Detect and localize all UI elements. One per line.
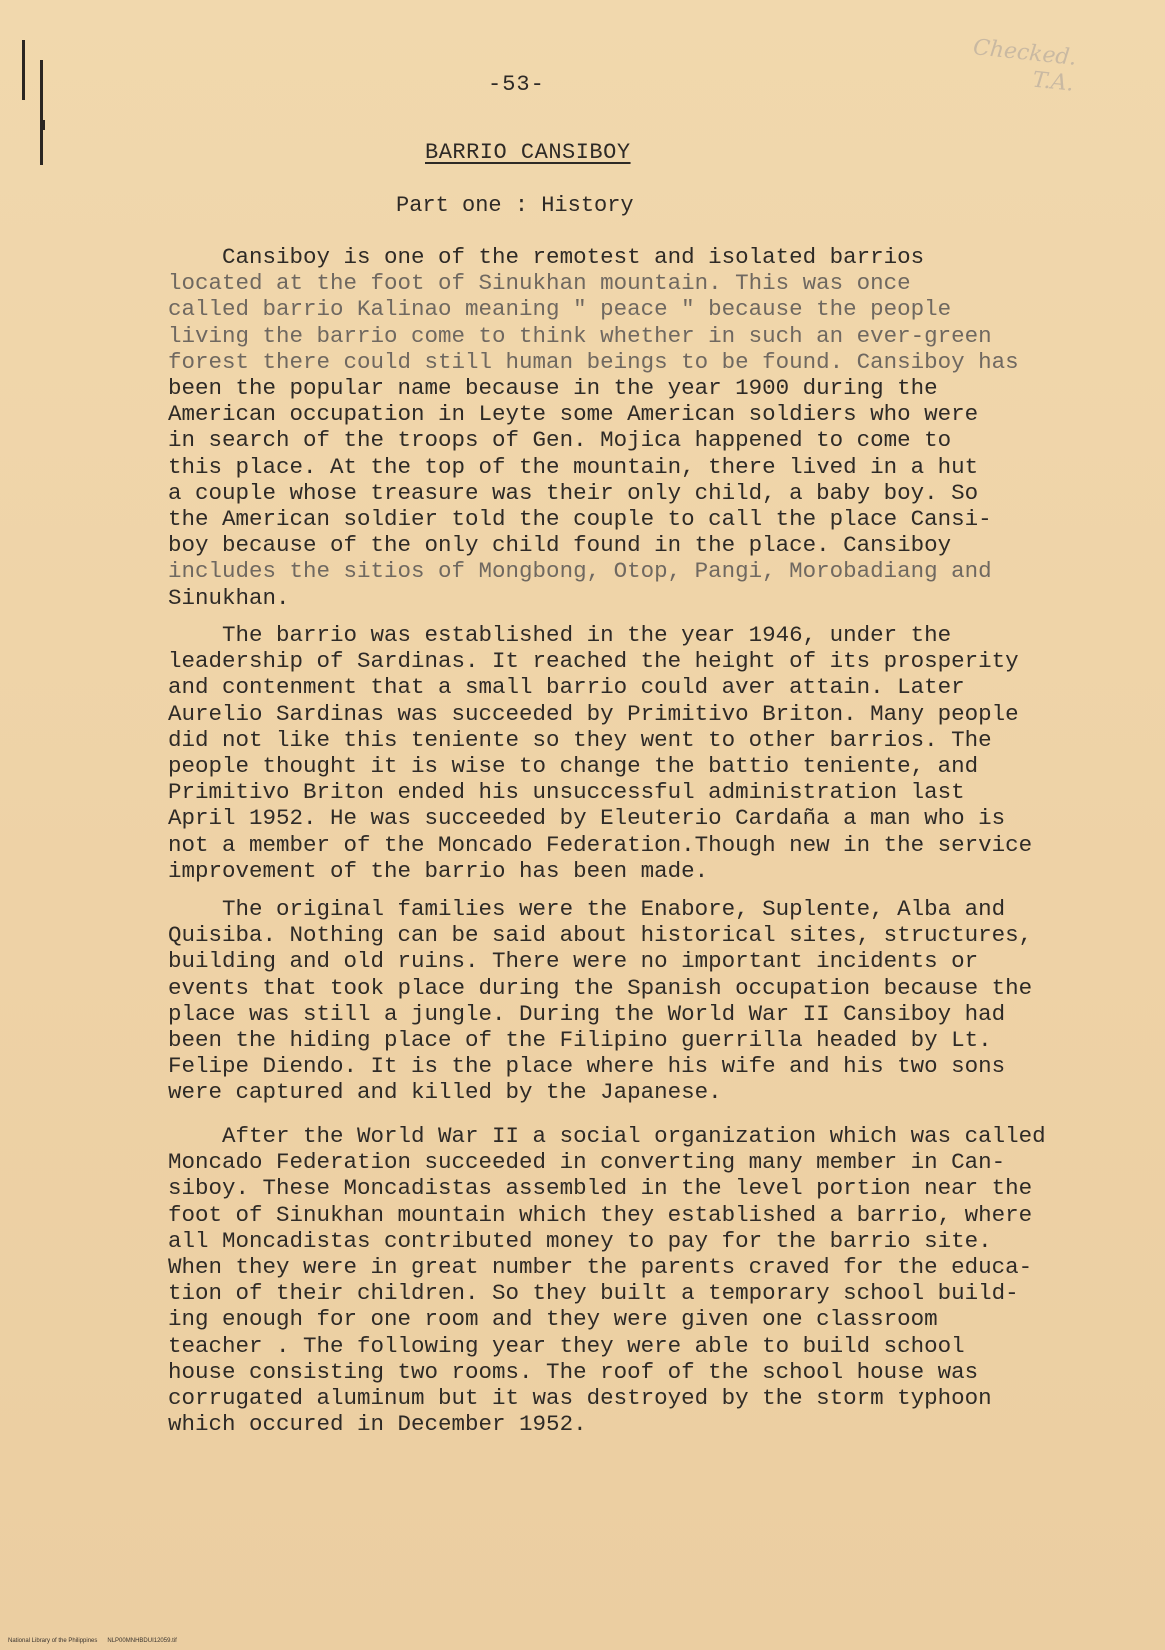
section-subtitle: Part one : History (396, 193, 634, 218)
text-line: After the World War II a social organization which was called (168, 1123, 1046, 1149)
text-line: April 1952. He was succeeded by Eleuterio Cardaña a man who is (168, 805, 1006, 832)
text-line: been the popular name because in the year 1900 during the (168, 375, 938, 402)
text-line: place was still a jungle. During the World War II Cansiboy had (168, 1000, 1006, 1027)
text-line: not a member of the Moncado Federation.Though new in the service (168, 831, 1033, 858)
text-line: all Moncadistas contributed money to pay for the barrio site. (168, 1227, 992, 1254)
text-line: called barrio Kalinao meaning " peace " because the people (168, 296, 952, 323)
text-line: Aurelio Sardinas was succeeded by Primitivo Briton. Many people (168, 700, 1019, 727)
paragraph-1 (168, 244, 1118, 611)
text-line: a couple whose treasure was their only child, a baby boy. So (168, 479, 979, 506)
paragraph-4 (168, 1123, 1118, 1437)
text-line: tion of their children. So they built a temporary school build- (168, 1280, 1019, 1307)
text-line: been the hiding place of the Filipino guerrilla headed by Lt. (168, 1027, 992, 1054)
text-line: The original families were the Enabore, Suplente, Alba and (168, 896, 1006, 922)
paragraph-2 (168, 622, 1118, 884)
text-line: forest there could still human beings to be found. Cansiboy has (168, 348, 1019, 375)
text-line: Primitivo Briton ended his unsuccessful administration last (168, 779, 965, 806)
text-line: were captured and killed by the Japanese. (168, 1079, 722, 1106)
text-line: which occured in December 1952. (168, 1411, 587, 1438)
text-line: house consisting two rooms. The roof of the school house was (168, 1358, 979, 1385)
page-number: -53- (488, 72, 545, 97)
text-line: Cansiboy is one of the remotest and isolated barrios (168, 244, 925, 270)
text-line: includes the sitios of Mongbong, Otop, Pangi, Morobadiang and (168, 558, 992, 585)
text-line: foot of Sinukhan mountain which they established a barrio, where (168, 1201, 1033, 1228)
pencil-note: Checked. T.A. (971, 35, 1078, 97)
paragraph-3 (168, 896, 1118, 1106)
text-line: ing enough for one room and they were given one classroom (168, 1306, 938, 1333)
text-line: the American soldier told the couple to call the place Cansi- (168, 506, 992, 533)
text-line: people thought it is wise to change the battio teniente, and (168, 753, 979, 780)
text-line: Moncado Federation succeeded in converting many member in Can- (168, 1149, 1006, 1176)
text-line: improvement of the barrio has been made. (168, 857, 709, 884)
text-line: building and old ruins. There were no important incidents or (168, 948, 979, 975)
text-line: siboy. These Moncadistas assembled in the level portion near the (168, 1175, 1033, 1202)
text-line: teacher . The following year they were able to build school (168, 1332, 965, 1359)
text-line: did not like this teniente so they went to other barrios. The (168, 726, 992, 753)
text-line: located at the foot of Sinukhan mountain. This was once (168, 270, 911, 297)
text-line: The barrio was established in the year 1946, under the (168, 622, 952, 648)
text-line: boy because of the only child found in the place. Cansiboy (168, 532, 952, 559)
archive-footer: National Library of the Philippines NLP00MNHBDUI12059.tif (8, 1638, 177, 1644)
text-line: events that took place during the Spanish occupation because the (168, 974, 1033, 1001)
binding-marks (20, 0, 48, 170)
text-line: leadership of Sardinas. It reached the height of its prosperity (168, 648, 1019, 675)
text-line: Felipe Diendo. It is the place where his wife and his two sons (168, 1053, 1006, 1080)
text-line: and contenment that a small barrio could aver attain. Later (168, 674, 965, 701)
text-line: Sinukhan. (168, 584, 290, 611)
text-line: in search of the troops of Gen. Mojica happened to come to (168, 427, 952, 454)
text-line: American occupation in Leyte some American soldiers who were (168, 401, 979, 428)
text-line: living the barrio come to think whether in such an ever-green (168, 322, 992, 349)
text-line: this place. At the top of the mountain, there lived in a hut (168, 453, 979, 480)
document-title: BARRIO CANSIBOY (425, 140, 631, 165)
text-line: Quisiba. Nothing can be said about historical sites, structures, (168, 922, 1033, 949)
text-line: When they were in great number the parents craved for the educa- (168, 1254, 1033, 1281)
text-line: corrugated aluminum but it was destroyed by the storm typhoon (168, 1385, 992, 1412)
